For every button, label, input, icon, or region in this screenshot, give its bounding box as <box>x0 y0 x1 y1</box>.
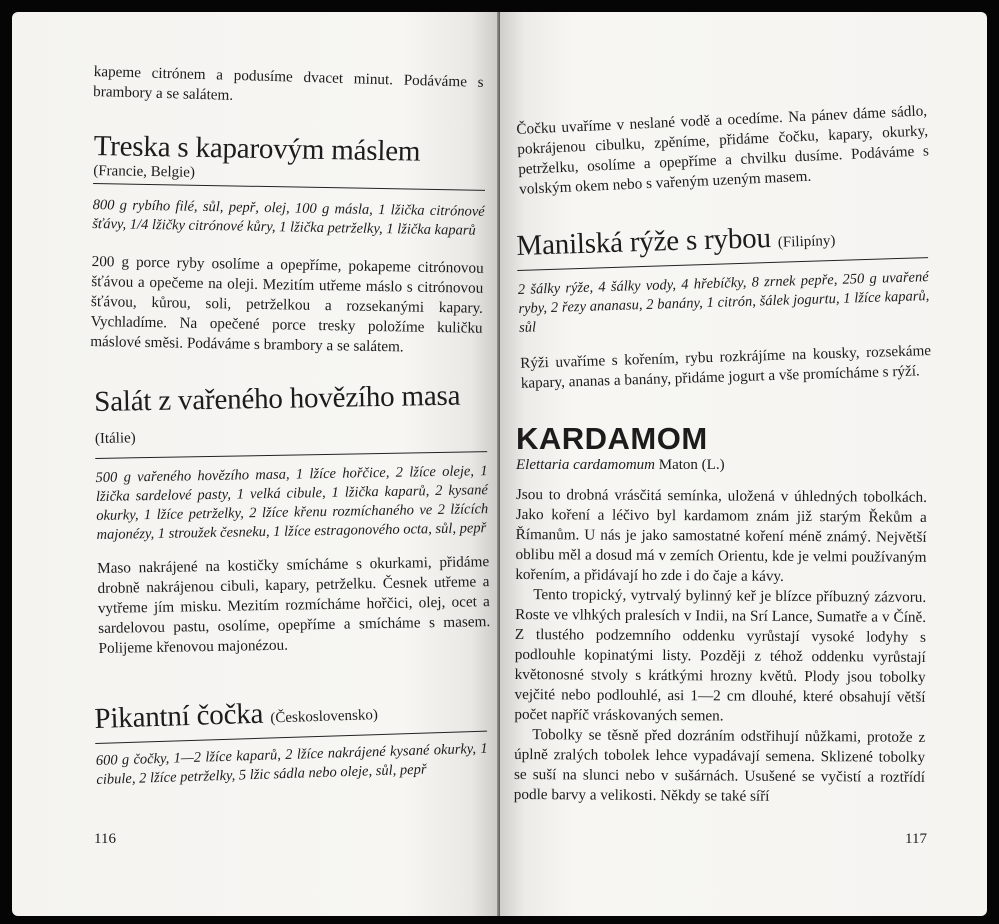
recipe-cocka <box>94 691 489 790</box>
recipe-method: Maso nakrájené na kostičky smícháme s okurkami, přidáme drobně nakrájenou cibuli, kapary, petrželku. Česnek utřeme a vytřeme jím misku. Mezitím rozmícháme hořčici, olej, ocet a sardelovou pastu, osolíme, opepříme a smícháme s masem. Polijeme křenovou majonézou. <box>97 553 491 657</box>
intro-continuation: Čočku uvaříme v neslané vodě a ocedíme. Na pánev dáme sádlo, pokrájenou cibulku, zpěníme, přidáme čočku, kapary, okurky, petrželku, osolíme a opepříme a chvilku dusíme. Podáváme s volským okem nebo s vařeným uzeným masem. <box>516 102 930 198</box>
page-number: 116 <box>94 831 116 847</box>
recipe-title: Treska s kaparovým máslem <box>93 130 421 168</box>
recipe-ingredients: 800 g rybího filé, sůl, pepř, olej, 100 g másla, 1 lžička citrónové šťávy, 1/4 lžičky citrónové kůry, 1 lžička petrželky, 1 lžička kaparů <box>92 196 485 239</box>
recipe-title: Manilská rýže s rybou <box>516 222 772 262</box>
page-number: 117 <box>905 831 927 847</box>
recipe-origin: (Československo) <box>270 707 379 727</box>
recipe-salat <box>94 379 491 659</box>
recipe-title: Salát z vařeného hovězího masa <box>94 379 461 418</box>
section-paragraph: Tento tropický, vytrvalý bylinný keř je blízce příbuzný zázvoru. Roste ve vlhkých pralesích v Indii, na Srí Lance, Sumatře a v Číně. Z tlustého podzemního oddenku vyrůstají vysoké lodyhy s podlouhle kopinatými listy. Později z téhož oddenku vyrůstají květonosné stvoly s krátkými hrozny květů. Plody jsou tobolky vejčité nebo podlouhlé, asi 1—2 cm dlouhé, které obsahují větší počet napříč vráskovaných semen. <box>514 586 927 725</box>
section-paragraph: Tobolky se těsně před dozráním odstřihují nůžkami, protože z úplně zralých tobolek lehce vypadávají semena. Sklizené tobolky se suší na slunci nebo v sušárnách. Usušené se vyčistí a roztřídí podle barvy a velikosti. Někdy se také síří <box>513 726 926 805</box>
recipe-ingredients: 500 g vařeného hovězího masa, 1 lžíce hořčice, 2 lžíce oleje, 1 lžička sardelové pasty, 1 velká cibule, 1 lžička kaparů, 2 kysané okurky, 1 lžíce petrželky, 2 lžíce křenu rozmíchaného ve 2 lžících majonézy, 1 stroužek česneku, 1 lžíce estragonového octa, sůl, pepř <box>95 463 489 543</box>
recipe-origin: (Filipíny) <box>777 232 836 251</box>
left-page <box>12 12 500 916</box>
recipe-treska <box>90 130 486 359</box>
left-page-content <box>90 62 491 790</box>
latin-name: Elettaria cardamomum <box>516 457 656 473</box>
recipe-method: Rýži uvaříme s kořením, rybu rozkrájíme na kousky, rozsekáme kapary, ananas a banány, přidáme jogurt a vše promícháme s rýží. <box>519 342 932 392</box>
intro-continuation-block <box>93 62 486 113</box>
recipe-ingredients: 600 g čočky, 1—2 lžíce kaparů, 2 lžíce nakrájené kysané okurky, 1 cibule, 2 lžíce petrželky, 5 lžic sádla nebo oleje, sůl, pepř <box>95 740 488 788</box>
section-body <box>514 485 927 808</box>
right-page-content <box>513 62 932 805</box>
section-title: KARDAMOM <box>516 421 708 456</box>
recipe-title-line <box>94 379 487 455</box>
recipe-manilska <box>516 217 932 394</box>
recipe-origin: (Francie, Belgie) <box>93 162 196 181</box>
recipe-title: Pikantní čočka <box>94 697 264 735</box>
latin-author: Maton (L.) <box>658 457 725 473</box>
section-kardamom <box>513 421 927 805</box>
recipe-origin: (Itálie) <box>94 430 136 447</box>
right-page <box>500 12 987 916</box>
intro-continuation: kapeme citrónem a podusíme dvacet minut. Podáváme s brambory a se salátem. <box>92 62 484 104</box>
section-paragraph: Jsou to drobná vrásčitá semínka, uložená v úhledných tobolkách. Jako koření a léčivo byl kardamom znám již starým Řekům a Římanům. U nás je jako samostatné koření méně známý. Největší oblibu měl a dosud má v zemích Orientu, kde je velmi používaným kořením, a přidávají ho zde i do čaje a kávy. <box>515 485 927 585</box>
recipe-method: 200 g porce ryby osolíme a opepříme, pokapeme citrónovou šťávou a opečeme na oleji. Mezitím utřeme máslo s citrónovou šťávou, kůrou, soli, petrželkou a rozsekanými kapary. Vychladíme. Na opečené porce tresky položíme kuličku máslové směsi. Podáváme s brambory a se salátem. <box>90 252 484 356</box>
latin-name-line <box>516 456 927 475</box>
recipe-ingredients: 2 šálky rýže, 4 šálky vody, 4 hřebíčky, 8 zrnek pepře, 250 g uvařené ryby, 2 řezy ananasu, 2 banány, 1 citrón, šálek jogurtu, 1 lžíce kaparů, sůl <box>517 269 930 336</box>
intro-continuation-block <box>516 101 930 200</box>
